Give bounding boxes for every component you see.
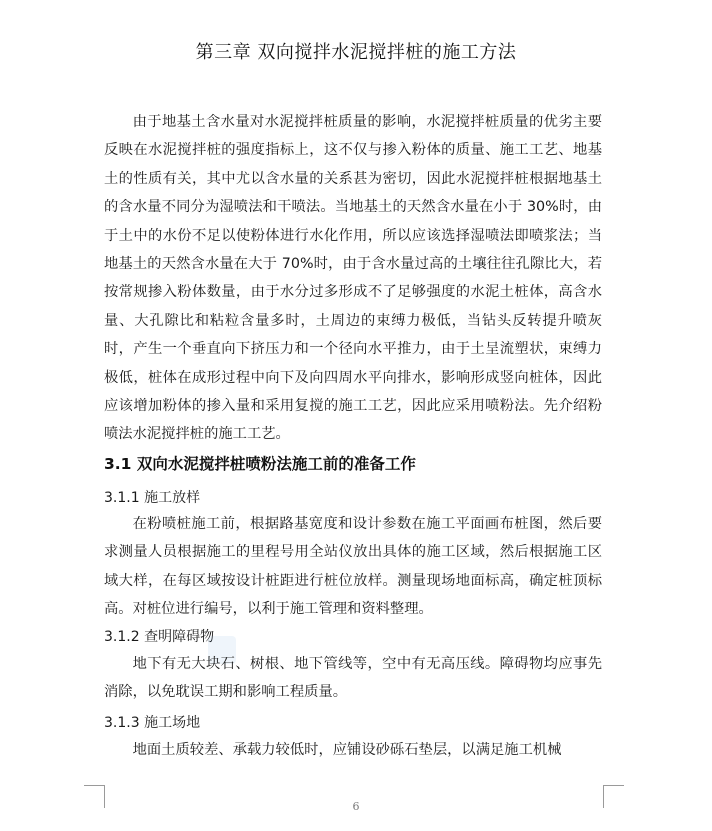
subsection-heading-construction-layout: 3.1.1 施工放样 <box>104 490 201 506</box>
chapter-title: 第三章 双向搅拌水泥搅拌桩的施工方法 <box>195 42 517 63</box>
intro-paragraph: 由于地基土含水量对水泥搅拌桩质量的影响，水泥搅拌桩质量的优劣主要反映在水泥搅拌桩的强度指标上，这不仅与掺入粉体的质量、施工工艺、地基土的性质有关，其中尤以含水量的关系甚为密切，因此水泥搅拌桩根据地基土的含水量不同分为湿喷法和干喷法。当地基土的天然含水量在小于 30%时，由于土中的水份不足以使粉体进行水化作用，所以应该选择湿喷法即喷浆法；当地基土的天然含水量在大于 70%时，由于含水量过高的土壤往往孔隙比大，若按常规掺入粉体数量，由于水分过多形成不了足够强度的水泥土桩体，高含水量、大孔隙比和粘粒含量多时，土周边的束缚力极低，当钻头反转提升喷灰时，产生一个垂直向下挤压力和一个径向水平推力，由于土呈流塑状，束缚力极低，桩体在成形过程中向下及向四周水平向排水，影响形成竖向桩体，因此应该增加粉体的掺入量和采用复搅的施工工艺，因此应采用喷粉法。先介绍粉喷法水泥搅拌桩的施工工艺。 <box>104 114 602 443</box>
page-number: 6 <box>352 800 360 813</box>
paragraph-obstacles: 地下有无大块石、树根、地下管线等，空中有无高压线。障碍物均应事先消除，以免耽误工期和影响工程质量。 <box>104 656 602 701</box>
section-heading: 3.1 双向水泥搅拌桩喷粉法施工前的准备工作 <box>104 455 416 473</box>
paragraph-construction-layout: 在粉喷桩施工前，根据路基宽度和设计参数在施工平面画布桩图，然后要求测量人员根据施工的里程号用全站仪放出具体的施工区域，然后根据施工区域大样，在每区域按设计桩距进行桩位放样。测量现场地面标高，确定桩顶标高。对桩位进行编号，以利于施工管理和资料整理。 <box>104 516 602 618</box>
paragraph-site: 地面土质较差、承载力较低时，应铺设砂砾石垫层，以满足施工机械 <box>132 742 562 758</box>
subsection-heading-site: 3.1.3 施工场地 <box>104 715 201 731</box>
subsection-heading-obstacles: 3.1.2 查明障碍物 <box>104 629 215 645</box>
